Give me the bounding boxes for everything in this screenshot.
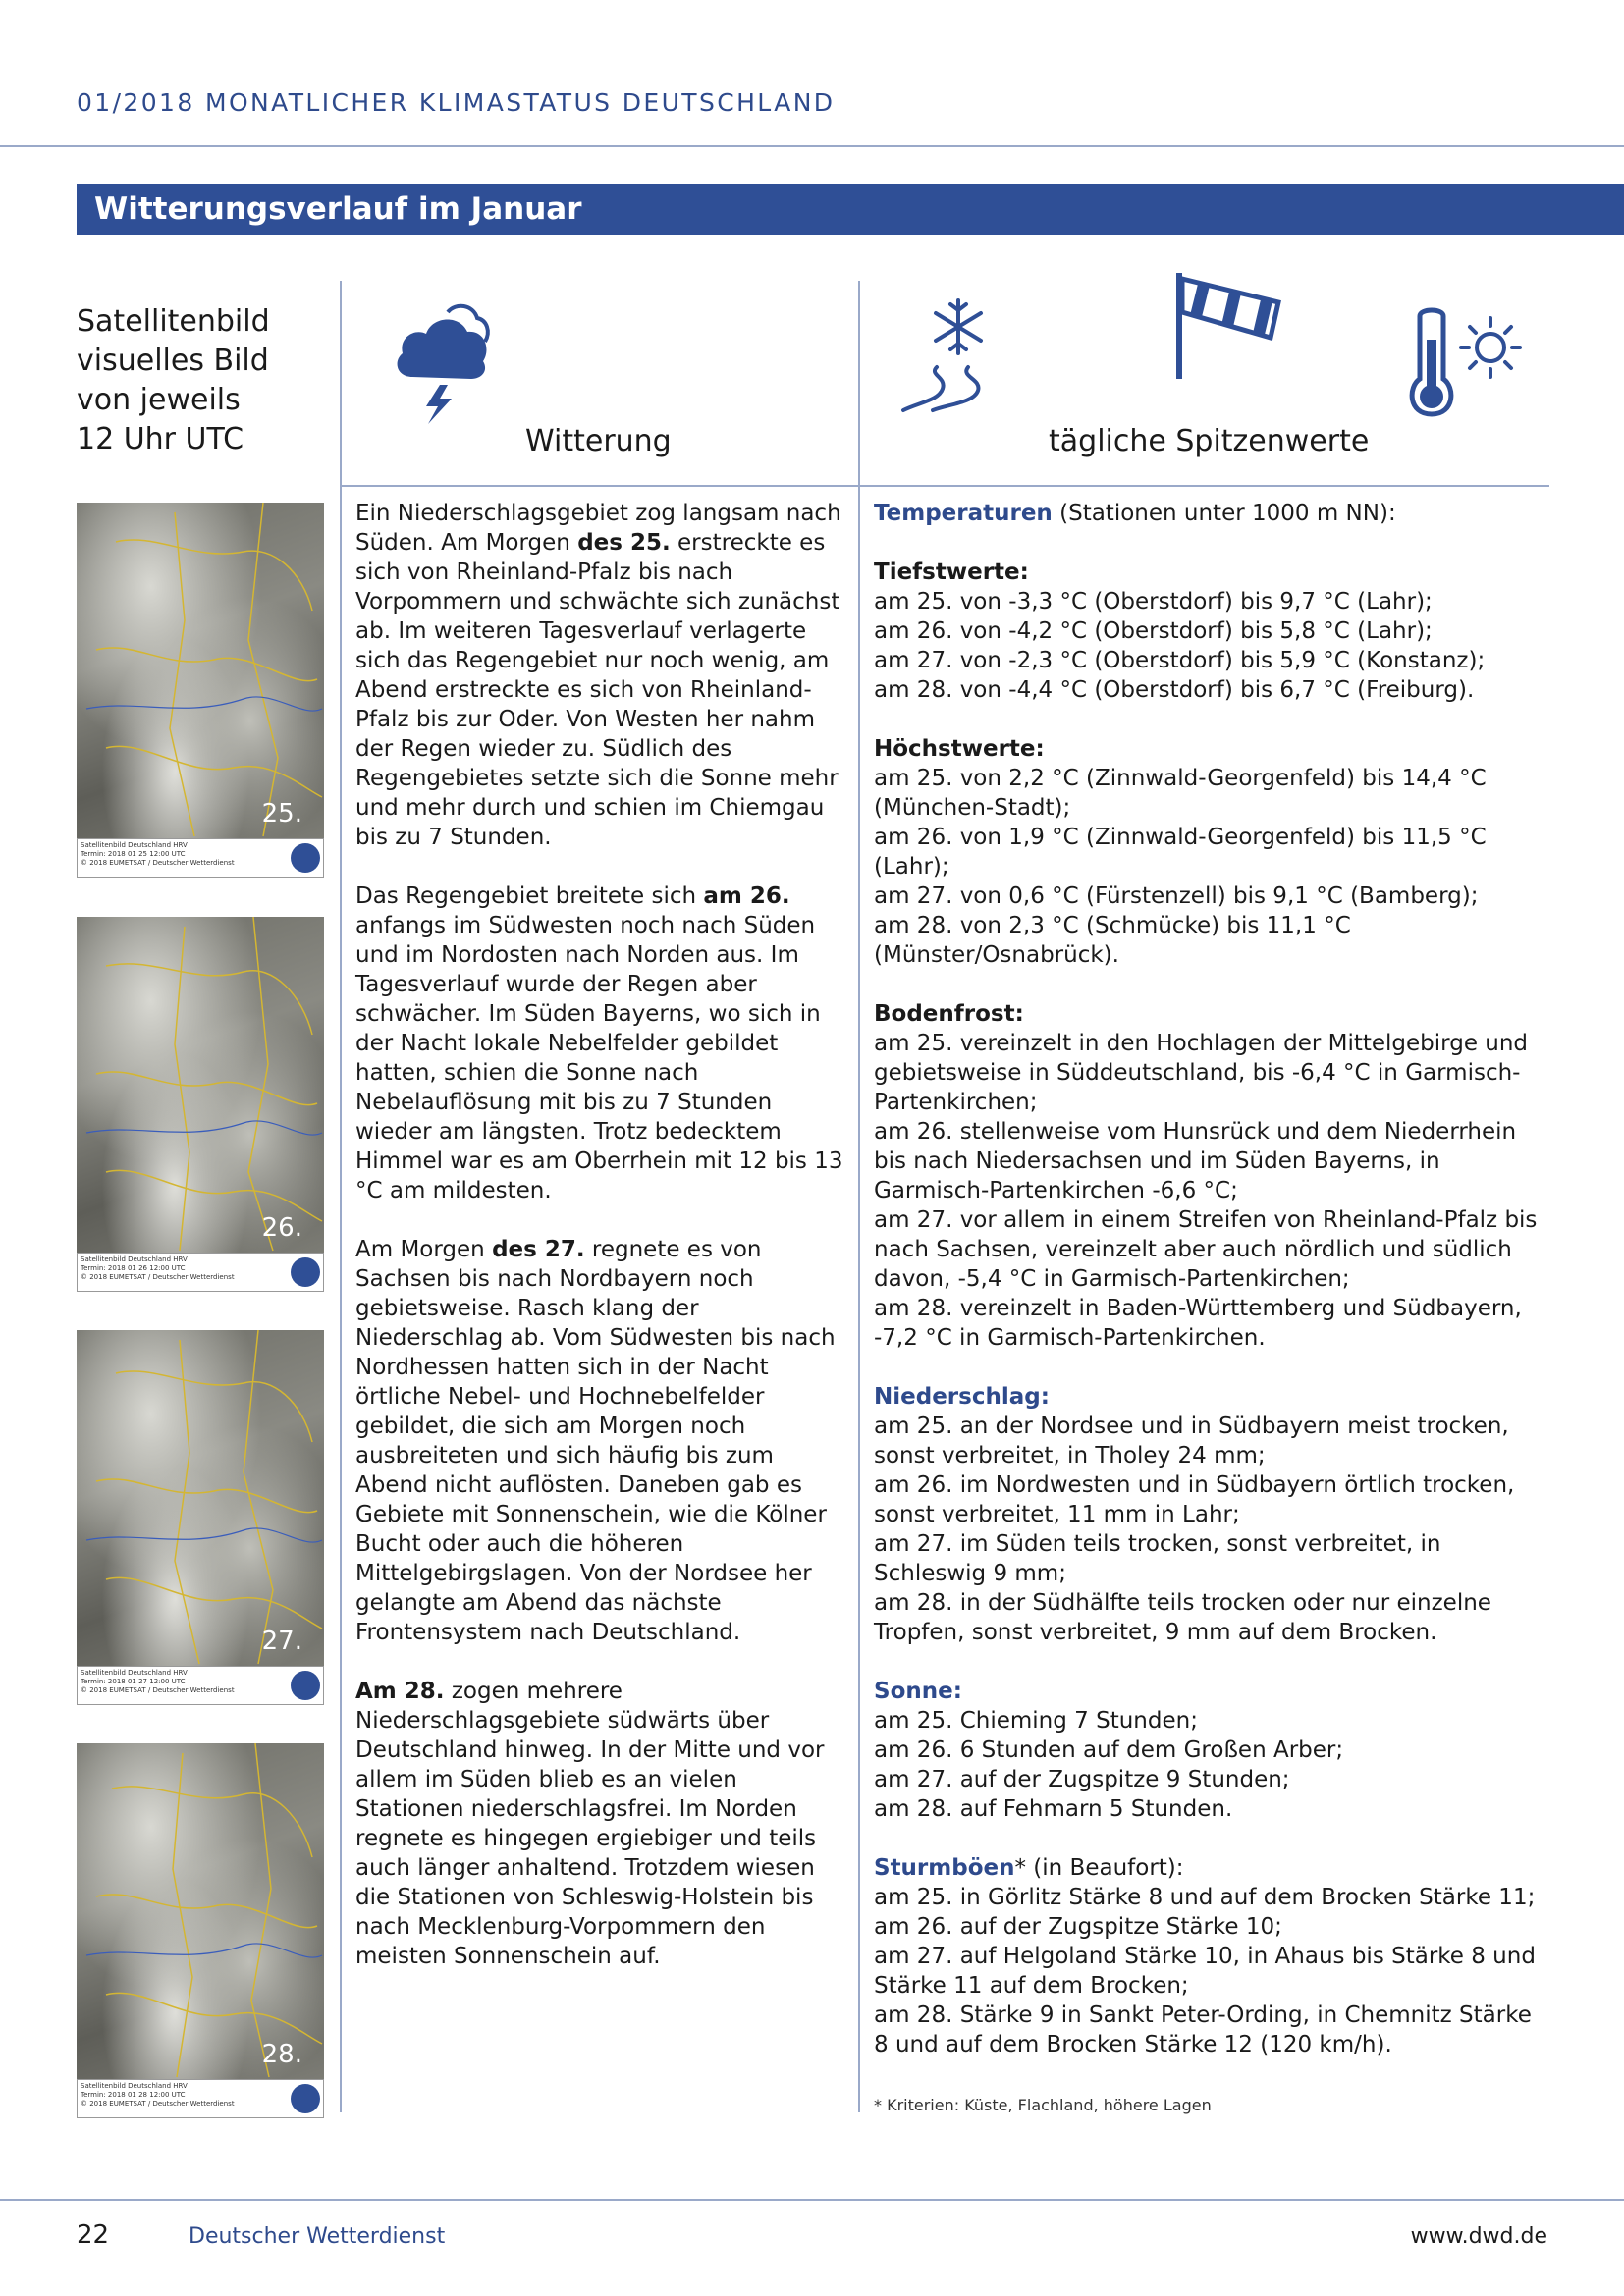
border-overlay bbox=[77, 1743, 324, 2079]
column-divider-1 bbox=[340, 281, 342, 2112]
weather-column-heading: Witterung bbox=[525, 424, 672, 458]
satellite-caption: Satellitenbild Deutschland HRV Termin: 2018 01 27 12:00 UTC © 2018 EUMETSAT / Deutscher Wetterdienst bbox=[77, 1666, 324, 1705]
border-overlay bbox=[77, 1330, 324, 1666]
dwd-logo-icon bbox=[291, 2084, 320, 2113]
footer-divider bbox=[0, 2199, 1624, 2201]
weather-paragraph-27: Am Morgen des 27. regnete es von Sachsen bis nach Nordbayern noch gebietsweise. Rasch klang der Niederschlag ab. Vom Südwesten bis nach Nordhessen hatten sich in der Nacht örtliche Nebel- und Hochnebelfelder gebildet, die sich am Morgen noch ausbreiteten und sich häufig bis zum Abend nicht auflösten. Daneben gab es Gebiete mit Sonnenschein, wie die Kölner Bucht oder auch die höheren Mittelgebirgslagen. Von der Nordsee her gelangte am Abend das nächste Frontensystem nach Deutschland. bbox=[355, 1237, 836, 1645]
satellite-image-25 bbox=[77, 503, 324, 878]
border-overlay bbox=[77, 503, 324, 838]
report-header: 01/2018 MONATLICHER KLIMASTATUS DEUTSCHLAND bbox=[77, 88, 836, 117]
weather-paragraph-25: Ein Niederschlagsgebiet zog langsam nach Süden. Am Morgen des 25. erstreckte es sich von Rheinland-Pfalz bis nach Vorpommern und schwächte sich zunächst ab. Im weiteren Tagesverlauf verlagerte sich das Regengebiet nur noch wenig, am Abend erstreckte es sich von Rheinland-Pfalz bis zur Oder. Von Westen her nahm der Regen wieder zu. Südlich des Regengebietes setzte sich die Sonne mehr und mehr durch und schien im Chiemgau bis zu 7 Stunden. bbox=[355, 501, 841, 850]
border-overlay bbox=[77, 917, 324, 1253]
satellite-caption: Satellitenbild Deutschland HRV Termin: 2018 01 28 12:00 UTC © 2018 EUMETSAT / Deutscher Wetterdienst bbox=[77, 2079, 324, 2118]
satellite-photo: 28. bbox=[77, 1743, 324, 2079]
column-header-rule bbox=[340, 485, 1549, 487]
section-title: Witterungsverlauf im Januar bbox=[77, 184, 1624, 235]
peaks-column-heading: tägliche Spitzenwerte bbox=[1049, 424, 1370, 458]
weather-paragraph-26: Das Regengebiet breitete sich am 26. anfangs im Südwesten noch nach Süden und im Nordosten nach Norden aus. Im Tagesverlauf wurde der Regen aber schwächer. Im Süden Bayerns, wo sich in der Nacht lokale Nebelfelder gebildet hatten, schien die Sonne nach Nebelauflösung mit bis zu 7 Stunden wieder am längsten. Trotz bedecktem Himmel war es am Oberrhein mit 12 bis 13 °C am mildesten. bbox=[355, 883, 843, 1203]
weather-paragraph-28: Am 28. zogen mehrere Niederschlagsgebiete südwärts über Deutschland hinweg. In der Mitte und vor allem im Süden blieb es an vielen Stationen niederschlagsfrei. Im Norden regnete es hingegen ergiebiger und teils auch länger anhaltend. Trotzdem wiesen die Stationen von Schleswig-Holstein bis nach Mecklenburg-Vorpommern den meisten Sonnenschein auf. bbox=[355, 1679, 825, 1969]
column-divider-2 bbox=[858, 281, 860, 2112]
dwd-logo-icon bbox=[291, 843, 320, 873]
satellite-column-label: Satellitenbild visuelles Bild von jeweils 12 Uhr UTC bbox=[77, 304, 270, 456]
satellite-image-26 bbox=[77, 917, 324, 1292]
satellite-caption: Satellitenbild Deutschland HRV Termin: 2018 01 26 12:00 UTC © 2018 EUMETSAT / Deutscher Wetterdienst bbox=[77, 1253, 324, 1292]
footnote: * Kriterien: Küste, Flachland, höhere Lagen bbox=[874, 2096, 1212, 2114]
tiefstwerte-block: Tiefstwerte: am 25. von -3,3 °C (Oberstdorf) bis 9,7 °C (Lahr); am 26. von -4,2 °C (Oberstdorf) bis 5,8 °C (Lahr); am 27. von -2,3 °C (Oberstdorf) bis 5,9 °C (Konstanz); am 28. von -4,4 °C (Oberstdorf) bis 6,7 °C (Freiburg). bbox=[874, 560, 1486, 703]
windsock-icon bbox=[1174, 273, 1284, 379]
niederschlag-block: Niederschlag: am 25. an der Nordsee und in Südbayern meist trocken, sonst verbreitet, in Tholey 24 mm; am 26. im Nordwesten und in Südbayern örtlich trocken, sonst verbreitet, 11 mm in Lahr; am 27. im Süden teils trocken, sonst verbreitet, in Schleswig 9 mm; am 28. in der Südhälfte teils trocken oder nur einzelne Tropfen, sonst verbreitet, 9 mm auf dem Brocken. bbox=[874, 1384, 1515, 1645]
satellite-photo: 26. bbox=[77, 917, 324, 1253]
snowflake-road-icon bbox=[899, 294, 1017, 416]
bodenfrost-block: Bodenfrost: am 25. vereinzelt in den Hochlagen der Mittelgebirge und gebietsweise in Süddeutschland, bis -6,4 °C in Garmisch-Partenkirchen; am 26. stellenweise vom Hunsrück und dem Niederrhein bis nach Niedersachsen und im Süden Bayerns, in Garmisch-Partenkirchen -6,6 °C; am 27. vor allem in einem Streifen von Rheinland-Pfalz bis nach Sachsen, vereinzelt aber auch nördlich und südlich davon, -5,4 °C in Garmisch-Partenkirchen; am 28. vereinzelt in Baden-Württemberg und Südbayern, -7,2 °C in Garmisch-Partenkirchen. bbox=[874, 1001, 1538, 1351]
publisher-name: Deutscher Wetterdienst bbox=[189, 2224, 446, 2249]
dwd-logo-icon bbox=[291, 1671, 320, 1700]
sonne-block: Sonne: am 25. Chieming 7 Stunden; am 26. 6 Stunden auf dem Großen Arber; am 27. auf der Zugspitze 9 Stunden; am 28. auf Fehmarn 5 Stunden. bbox=[874, 1679, 1344, 1822]
satellite-caption: Satellitenbild Deutschland HRV Termin: 2018 01 25 12:00 UTC © 2018 EUMETSAT / Deutscher Wetterdienst bbox=[77, 838, 324, 878]
temperature-note: Temperaturen (Stationen unter 1000 m NN): bbox=[874, 501, 1396, 526]
satellite-photo: 25. bbox=[77, 503, 324, 838]
satellite-image-28 bbox=[77, 1743, 324, 2118]
satellite-image-27 bbox=[77, 1330, 324, 1705]
sturmboeen-block: Sturmböen* (in Beaufort): am 25. in Görlitz Stärke 8 und auf dem Brocken Stärke 11; am 26. auf der Zugspitze Stärke 10; am 27. auf Helgoland Stärke 10, in Ahaus bis Stärke 8 und Stärke 11 auf dem Brocken; am 28. Stärke 9 in Sankt Peter-Ording, in Chemnitz Stärke 8 und auf dem Brocken Stärke 12 (120 km/h). bbox=[874, 1855, 1536, 2057]
thermometer-sun-icon bbox=[1402, 304, 1530, 420]
website-link[interactable]: www.dwd.de bbox=[1410, 2224, 1547, 2249]
satellite-photo: 27. bbox=[77, 1330, 324, 1666]
weather-text bbox=[355, 499, 846, 2001]
peak-values bbox=[874, 499, 1551, 2089]
hoechstwerte-block: Höchstwerte: am 25. von 2,2 °C (Zinnwald-Georgenfeld) bis 14,4 °C (München-Stadt); am 26. von 1,9 °C (Zinnwald-Georgenfeld) bis 11,5 °C (Lahr); am 27. von 0,6 °C (Fürstenzell) bis 9,1 °C (Bamberg); am 28. von 2,3 °C (Schmücke) bis 11,1 °C (Münster/Osnabrück). bbox=[874, 736, 1487, 968]
page-number: 22 bbox=[77, 2220, 110, 2250]
dwd-logo-icon bbox=[291, 1257, 320, 1287]
thunderstorm-cloud-icon bbox=[391, 291, 493, 424]
header-divider bbox=[0, 145, 1624, 147]
